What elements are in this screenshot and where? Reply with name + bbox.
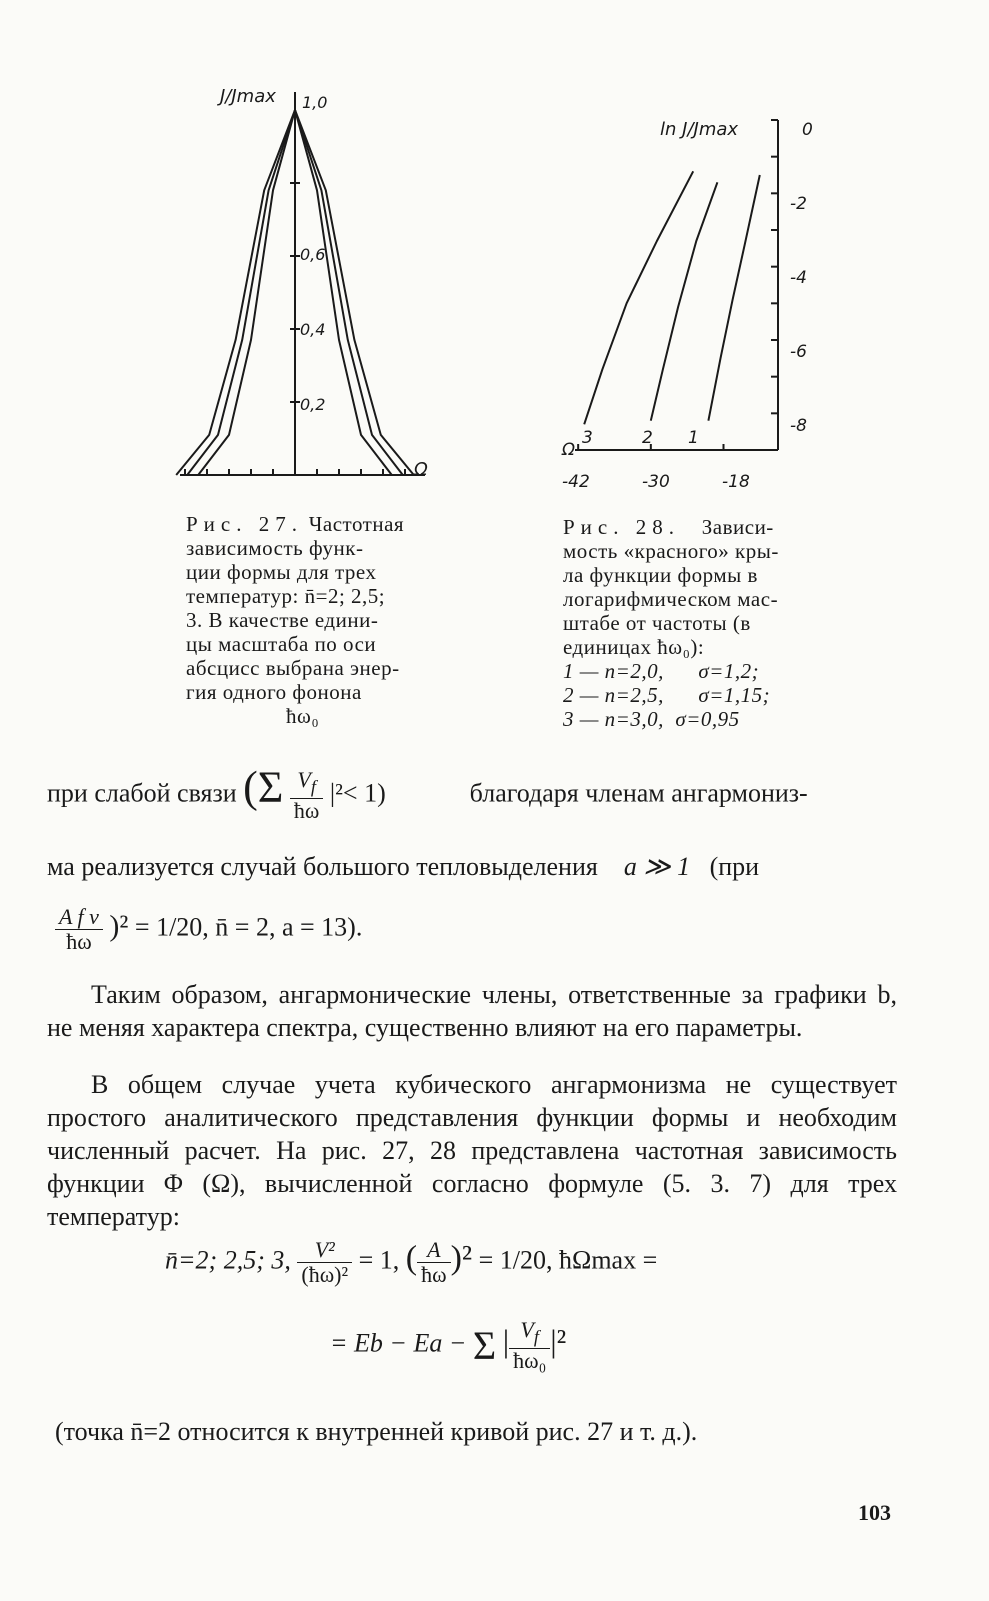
- equation-2-line-1: n̄=2; 2,5; 3, $\frac{\text{V²}}{\text{(ħω)²}}$ = 1, ( $\frac{A}{ħ\omega}$ )² = 1/20, ħΩmax =: [165, 1237, 658, 1287]
- fig27-caption-line: абсцисс выбрана энер-: [186, 656, 400, 680]
- fig28-caption-line: 1 — n=2,0, σ=1,2;: [563, 659, 760, 683]
- fig28-y-tick-4: -6: [790, 342, 807, 362]
- fig28-curve-3: [584, 171, 693, 424]
- fig28-caption: [563, 515, 803, 731]
- fig28-caption-line: 3 — n=3,0, σ=0,95: [563, 707, 740, 731]
- sum-symbol: Σ: [472, 1323, 497, 1369]
- fig28-caption-line: 2 — n=2,5, σ=1,15;: [563, 683, 771, 707]
- fig27-caption-title: Рис. 27.: [186, 512, 303, 536]
- fig28-caption-title: Рис. 28.: [563, 515, 680, 539]
- fig27-caption: [186, 512, 426, 728]
- text-line: благодаря членам ангармониз-: [469, 778, 808, 808]
- paragraph-weak-coupling: [47, 762, 897, 824]
- fig27-caption-line: гия одного фонона: [186, 680, 362, 704]
- text-line: ма реализуется случай большого тепловыделения: [47, 852, 598, 881]
- fig27-caption-line: ħω₀: [286, 704, 320, 728]
- eq2-start: n̄=2; 2,5; 3,: [165, 1245, 291, 1275]
- eq2-line2: = Eb − Ea −: [330, 1328, 467, 1358]
- fig28-caption-line: Зависи-: [701, 515, 774, 539]
- fig27-caption-line: Частотная: [308, 512, 405, 536]
- fig28-curve-label-2: 2: [642, 428, 653, 448]
- page-number: 103: [858, 1500, 891, 1525]
- fig28-y-tick-1: 0: [802, 120, 813, 140]
- fraction: $\frac{V_f}{ħ\omega}$: [290, 768, 323, 823]
- fig28-axes: [575, 120, 778, 450]
- eq2-mid: = 1,: [358, 1245, 400, 1275]
- fig27-y-tick-4: 0,2: [300, 395, 326, 414]
- fraction-A-over-hw: $\frac{A}{ħ\omega}$: [417, 1238, 450, 1287]
- closing-remark: (точка n̄=2 относится к внутренней кривой рис. 27 и т. д.).: [55, 1417, 698, 1446]
- fig28-curves: [584, 171, 760, 424]
- eq2-end: = 1/20, ħΩmax =: [478, 1245, 658, 1275]
- fig28-caption-line: ла функции формы в: [563, 563, 758, 587]
- fig27-y-tick-2: 0,6: [300, 245, 326, 264]
- paragraph-general-case: В общем случае учета кубического ангармонизма не существует простого аналитического представления функции формы и необходим численный расчет. На рис. 27, 28 представлена частотная зависимость функции Φ (Ω), вычисленной согласно формуле (5. 3. 7) для трех температур:: [47, 1070, 897, 1231]
- sum-symbol: (Σ: [243, 762, 284, 812]
- fig28-x-tick-3: -18: [722, 472, 750, 492]
- text-line: (при: [709, 852, 760, 881]
- equation-1-rhs: = 1/20, n̄ = 2, a = 13).: [134, 912, 363, 942]
- formula-sum-inline: (Σ $\frac{V_f}{ħ\omega}$ |²< 1): [243, 762, 386, 824]
- fig28-curve-label-3: 3: [582, 428, 593, 448]
- condition: a ≫ 1: [623, 852, 691, 881]
- fig27-y-label: J/Jmax: [220, 86, 276, 107]
- paragraph-heat-release: [47, 850, 897, 883]
- fig27-caption-line: цы масштаба по оси: [186, 632, 377, 656]
- fig27-y-tick-3: 0,4: [300, 320, 326, 339]
- fig28-y-label: ln J/Jmax: [660, 119, 739, 140]
- fig28-caption-line: единицах ħω₀):: [563, 635, 705, 659]
- fig28-caption-line: штабе от частоты (в: [563, 611, 751, 635]
- paragraph-conclusion: Таким образом, ангармонические члены, ответственные за графики b, не меняя характера спектра, существенно влияют на его параметры.: [47, 980, 897, 1042]
- fig28-curve-label-1: 1: [688, 428, 699, 448]
- fig27-caption-line: ции формы для трех: [186, 560, 377, 584]
- fraction-A: $\frac{\text{A f ν}}{ħ\omega}$: [55, 905, 103, 954]
- fig28-curve-2: [651, 182, 718, 420]
- fig27-x-label: Ω: [414, 459, 428, 480]
- fig27-caption-line: температур: n̄=2; 2,5;: [186, 584, 386, 608]
- fig28-caption-line: мость «красного» кры-: [563, 539, 779, 563]
- fig28-x-label: Ω: [562, 440, 575, 460]
- text-line: при слабой связи: [47, 778, 237, 808]
- fig28-y-tick-5: -8: [790, 416, 807, 436]
- fig28-y-tick-3: -4: [790, 268, 807, 288]
- fig27-caption-line: 3. В качестве едини-: [186, 608, 379, 632]
- figure-28: [550, 105, 830, 495]
- fig28-y-tick-2: -2: [790, 194, 807, 214]
- figure-27: [170, 80, 440, 490]
- fraction-V2: $\frac{\text{V²}}{\text{(ħω)²}}$: [297, 1238, 352, 1287]
- fraction-V-over-hw0: $\frac{V_f}{\text{ħω₀}}$: [509, 1318, 550, 1373]
- equation-1: $\frac{\text{A f ν}}{ħ\omega}$ )² = 1/20, n̄ = 2, a = 13).: [55, 905, 362, 954]
- equation-2-line-2: = Eb − Ea − Σ | $\frac{V_f}{\text{ħω₀}}$ |²: [330, 1317, 567, 1374]
- fig28-x-tick-2: -30: [642, 472, 670, 492]
- fig27-axes: [180, 92, 425, 475]
- fig28-curve-1: [708, 175, 759, 421]
- fig27-y-tick-1: 1,0: [302, 93, 328, 112]
- fig28-caption-line: логарифмическом мас-: [563, 587, 779, 611]
- fig27-caption-line: зависимость функ-: [186, 536, 364, 560]
- fig28-x-tick-1: -42: [562, 472, 590, 492]
